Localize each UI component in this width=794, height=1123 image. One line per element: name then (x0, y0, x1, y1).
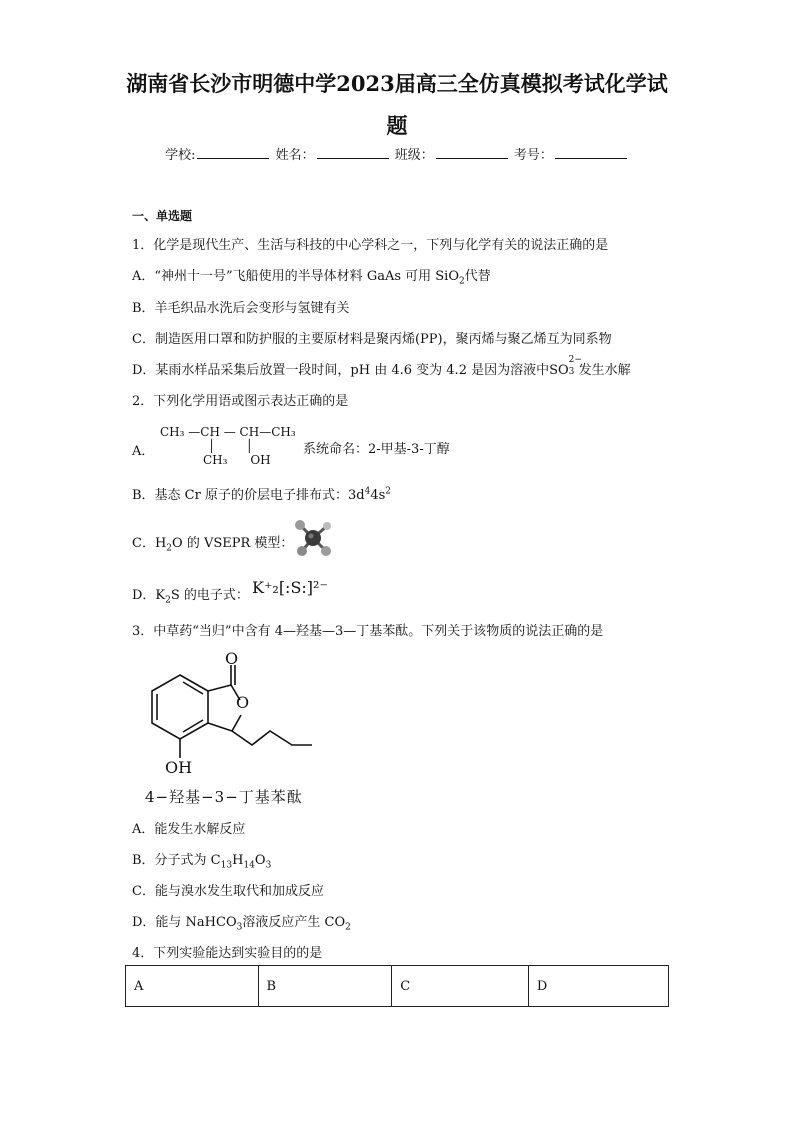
q3-b-sub2: 14 (243, 860, 255, 871)
class-blank (436, 146, 508, 159)
q3-d-text: D．能与 NaHCO (132, 915, 237, 930)
q3-b-text: B．分子式为 C (132, 853, 221, 868)
vsepr-model-image (293, 518, 333, 558)
q3-b-o: O (254, 853, 266, 868)
q2-option-d (132, 584, 249, 606)
q1-d-sub: 3 (568, 367, 575, 377)
exam-no-label: 考号： (513, 148, 553, 163)
q3-atom-o-ring: O (236, 693, 250, 712)
q1-d-post: 发生水解 (578, 363, 631, 378)
q3-option-b (132, 849, 271, 871)
section-heading: 一、单选题 (132, 209, 193, 223)
q1-a-post: 代替 (464, 269, 491, 284)
q2-option-b (132, 484, 391, 503)
q1-option-a (132, 265, 491, 287)
q2-a-structure-mid: │ │ (208, 439, 253, 453)
q2-c-sub: 2 (166, 543, 173, 554)
q2-d-sub: 2 (165, 595, 171, 606)
q2-a-text: 系统命名：2-甲基-3-丁醇 (303, 442, 450, 457)
q2-b-sup1: 4 (364, 486, 371, 497)
q1-d-script (568, 355, 582, 377)
school-blank (197, 146, 269, 159)
q3-atom-oh: OH (165, 758, 193, 777)
q1-option-d (132, 355, 631, 378)
q4-options-table (125, 965, 669, 1007)
q3-option-d (132, 911, 351, 933)
name-label: 姓名： (275, 148, 315, 163)
q1-d-sup: 2− (568, 355, 582, 365)
q3-d-sub2: 2 (345, 922, 351, 933)
q2-d-post: S 的电子式： (170, 588, 249, 603)
q1-stem: 1．化学是现代生产、生活与科技的中心学科之一，下列与化学有关的说法正确的是 (132, 238, 609, 253)
q1-option-b: B．羊毛织品水洗后会变形与氢键有关 (132, 301, 350, 316)
q1-a-text: A．“神州十一号”飞船使用的半导体材料 GaAs 可用 SiO (132, 269, 459, 284)
q2-b-text: B．基态 Cr 原子的价层电子排布式：3d (132, 488, 365, 503)
name-blank (317, 146, 389, 159)
page-title: 湖南省长沙市明德中学2023届高三全仿真模拟考试化学试 (126, 71, 668, 96)
exam-no-blank (555, 146, 627, 159)
table-row (126, 966, 669, 1007)
q2-b-sup2: 2 (385, 486, 391, 497)
class-label: 班级： (394, 148, 434, 163)
q2-d-electron-formula: K⁺₂[:S:]²⁻ (252, 578, 328, 597)
q3-option-a: A．能发生水解反应 (132, 822, 246, 837)
q2-c-text: C．H (132, 536, 167, 551)
q3-option-c: C．能与溴水发生取代和加成反应 (132, 884, 324, 899)
school-label: 学校: (165, 148, 196, 163)
q3-b-sub1: 13 (220, 860, 233, 871)
q2-c-post: O 的 VSEPR 模型： (172, 536, 294, 551)
page-title-cont: 题 (386, 113, 408, 138)
q4-stem: 4．下列实验能达到实验目的的是 (132, 946, 323, 961)
q1-a-sub: 2 (459, 276, 465, 287)
q2-d-text: D．K (132, 588, 166, 603)
q2-stem: 2．下列化学用语或图示表达正确的是 (132, 394, 349, 409)
q3-stem: 3．中草药“当归”中含有 4—羟基—3—丁基苯酞。下列关于该物质的说法正确的是 (132, 624, 604, 639)
q1-option-c: C．制造医用口罩和防护服的主要原材料是聚丙烯(PP)，聚丙烯与聚乙烯互为同系物 (132, 332, 612, 347)
q2-option-c (132, 532, 293, 554)
q3-atom-o-carbonyl: O (225, 649, 239, 668)
q1-d-text: D．某雨水样品采集后放置一段时间，pH 由 4.6 变为 4.2 是因为溶液中SO (132, 363, 569, 378)
q3-b-h: H (232, 853, 244, 868)
table-cell-a: A (126, 966, 259, 1007)
q2-a-structure-top: CH₃ —CH — CH—CH₃ (160, 425, 296, 439)
table-cell-d: D (528, 966, 668, 1007)
student-info-row (0, 144, 794, 163)
q2-b-mid: 4s (370, 488, 386, 503)
q2-a-label: A． (132, 444, 155, 459)
q3-d-sub1: 3 (236, 922, 243, 933)
q3-b-sub3: 3 (265, 860, 272, 871)
q2-a-structure-bot: CH₃ OH (203, 453, 271, 467)
q3-d-mid: 溶液反应产生 CO (242, 915, 346, 930)
q3-molecule-caption: 4−羟基−3−丁基苯酞 (145, 788, 303, 806)
table-cell-c: C (392, 966, 529, 1007)
table-cell-b: B (258, 966, 392, 1007)
